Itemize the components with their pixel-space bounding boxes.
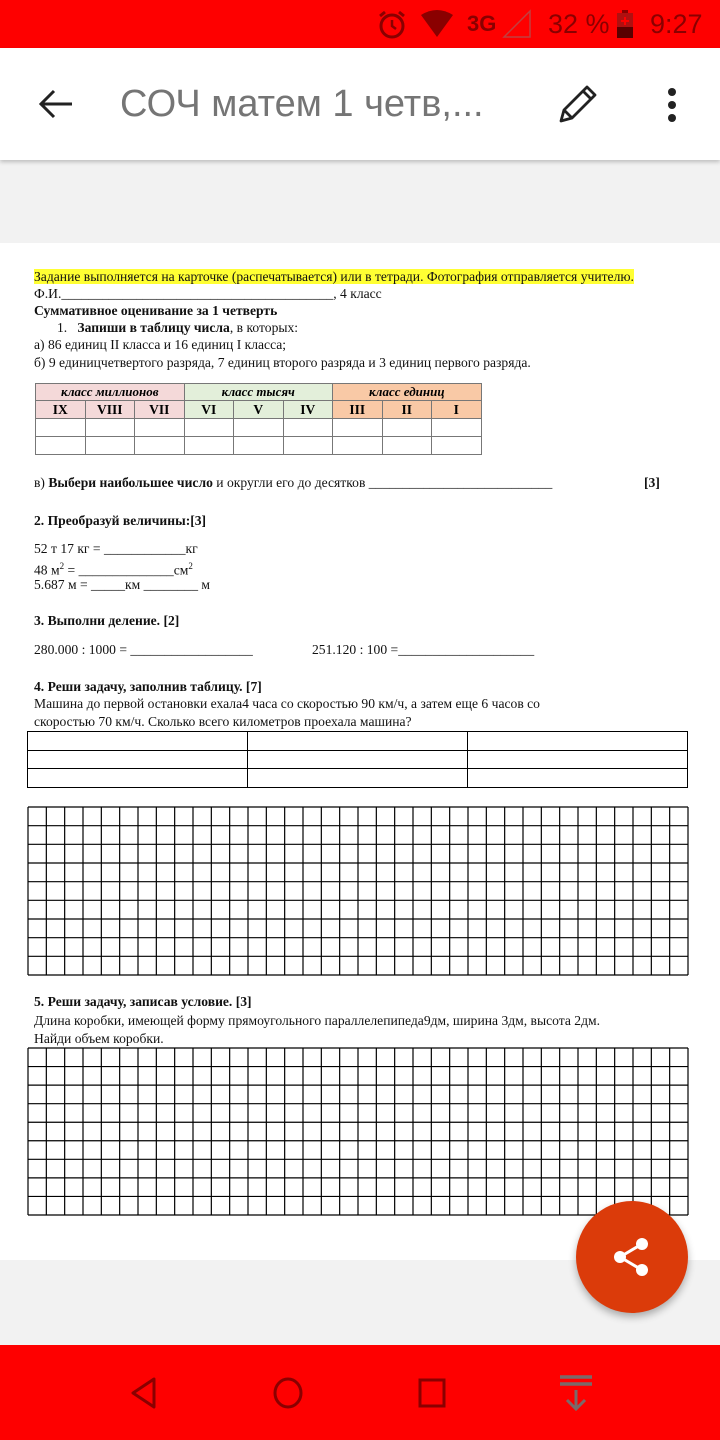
- digit-header: V: [234, 401, 284, 419]
- pencil-icon: [555, 83, 599, 127]
- task2-line2: 48 $м^2$ = $\_\_\_\_\_\_\_\_\_\_\_\_\_\_см^2$: [34, 561, 193, 578]
- digit-header: II: [382, 401, 432, 419]
- battery-charging-icon: [615, 0, 635, 48]
- notification-drawer-icon: [558, 1373, 594, 1413]
- task1-points: [3]: [644, 475, 660, 490]
- share-button[interactable]: [576, 1201, 688, 1313]
- task4-text2: скоростью 70 км/ч. Сколько всего километров проехала машина?: [34, 714, 412, 729]
- task2-line1: 52 т 17 кг = ____________кг: [34, 541, 198, 556]
- arrow-left-icon: [36, 84, 76, 124]
- alarm-icon: [376, 0, 408, 48]
- digit-header: IX: [36, 401, 86, 419]
- class-millions-header: класс миллионов: [36, 384, 185, 401]
- digit-header: I: [432, 401, 482, 419]
- table-row: [28, 750, 688, 769]
- task3-title: 3. Выполни деление. [2]: [34, 613, 180, 628]
- table-row: [36, 419, 482, 437]
- task5-text1: Длина коробки, имеющей форму прямоугольного параллелепипеда9дм, ширина 3дм, высота 2дм.: [34, 1013, 601, 1028]
- battery-percent: 32 %: [548, 8, 610, 39]
- task3-expr2: 251.120 : 100 =____________________: [312, 642, 535, 657]
- class-thousands-header: класс тысяч: [184, 384, 333, 401]
- clock: 9:27: [650, 8, 703, 39]
- home-circle-icon: [271, 1376, 305, 1410]
- digit-header: VIII: [85, 401, 135, 419]
- task1-a: а) 86 единиц II класса и 16 единиц I класса;: [34, 337, 287, 352]
- task1-b: б) 9 единицчетвертого разряда, 7 единиц второго разряда и 3 единиц первого разряда.: [34, 355, 531, 370]
- more-vertical-icon: [666, 87, 678, 123]
- document-page: [0, 243, 720, 1260]
- nav-home-button[interactable]: [260, 1367, 316, 1419]
- document-title: СОЧ матем 1 четв,...: [120, 83, 484, 125]
- share-icon: [610, 1235, 654, 1279]
- digit-header: VII: [135, 401, 185, 419]
- class-units-header: класс единиц: [333, 384, 482, 401]
- digit-header: IV: [283, 401, 333, 419]
- task1-v: в) Выбери наибольшее число и округли его до десятков ___________________________: [34, 475, 553, 490]
- instruction-line: Задание выполняется на карточке (распечатывается) или в тетради. Фотография отправляется учителю.: [34, 269, 634, 284]
- recents-square-icon: [417, 1377, 447, 1409]
- app-bar: [0, 48, 720, 160]
- signal-icon: [502, 0, 532, 48]
- digit-header: III: [333, 401, 383, 419]
- nav-recents-button[interactable]: [404, 1367, 460, 1419]
- task5-text2: Найди объем коробки.: [34, 1031, 164, 1046]
- nav-notifications-button[interactable]: [548, 1367, 604, 1419]
- back-button[interactable]: [32, 80, 80, 128]
- edit-button[interactable]: [550, 78, 604, 132]
- heading: Суммативное оценивание за 1 четверть: [34, 303, 278, 318]
- table-row: [28, 769, 688, 788]
- status-bar: [0, 0, 720, 48]
- more-options-button[interactable]: [648, 78, 696, 132]
- place-value-table: [35, 383, 482, 455]
- task2-title: 2. Преобразуй величины:[3]: [34, 513, 207, 528]
- task2-line3: 5.687 м = _____км ________ м: [34, 577, 211, 592]
- network-type: 3G: [467, 11, 497, 36]
- nav-back-button[interactable]: [116, 1367, 172, 1419]
- task5-title: 5. Реши задачу, записав условие. [3]: [34, 994, 252, 1009]
- table-row: [36, 437, 482, 455]
- task5-grid: [27, 1047, 689, 1216]
- task4-grid: [27, 806, 689, 976]
- wifi-icon: [420, 0, 454, 48]
- back-triangle-icon: [129, 1376, 159, 1410]
- name-line: Ф.И.________________________________________, 4 класс: [34, 286, 382, 301]
- task4-text1: Машина до первой остановки ехала4 часа со скоростью 90 км/ч, а затем еще 6 часов со: [34, 696, 540, 711]
- digit-header: VI: [184, 401, 234, 419]
- navigation-bar: [0, 1345, 720, 1440]
- task4-table: [27, 731, 688, 788]
- task4-title: 4. Реши задачу, заполнив таблицу. [7]: [34, 679, 262, 694]
- table-row: [28, 732, 688, 751]
- task3-expr1: 280.000 : 1000 = __________________: [34, 642, 253, 657]
- task1-title: 1. Запиши в таблицу числа, в которых:: [57, 320, 299, 335]
